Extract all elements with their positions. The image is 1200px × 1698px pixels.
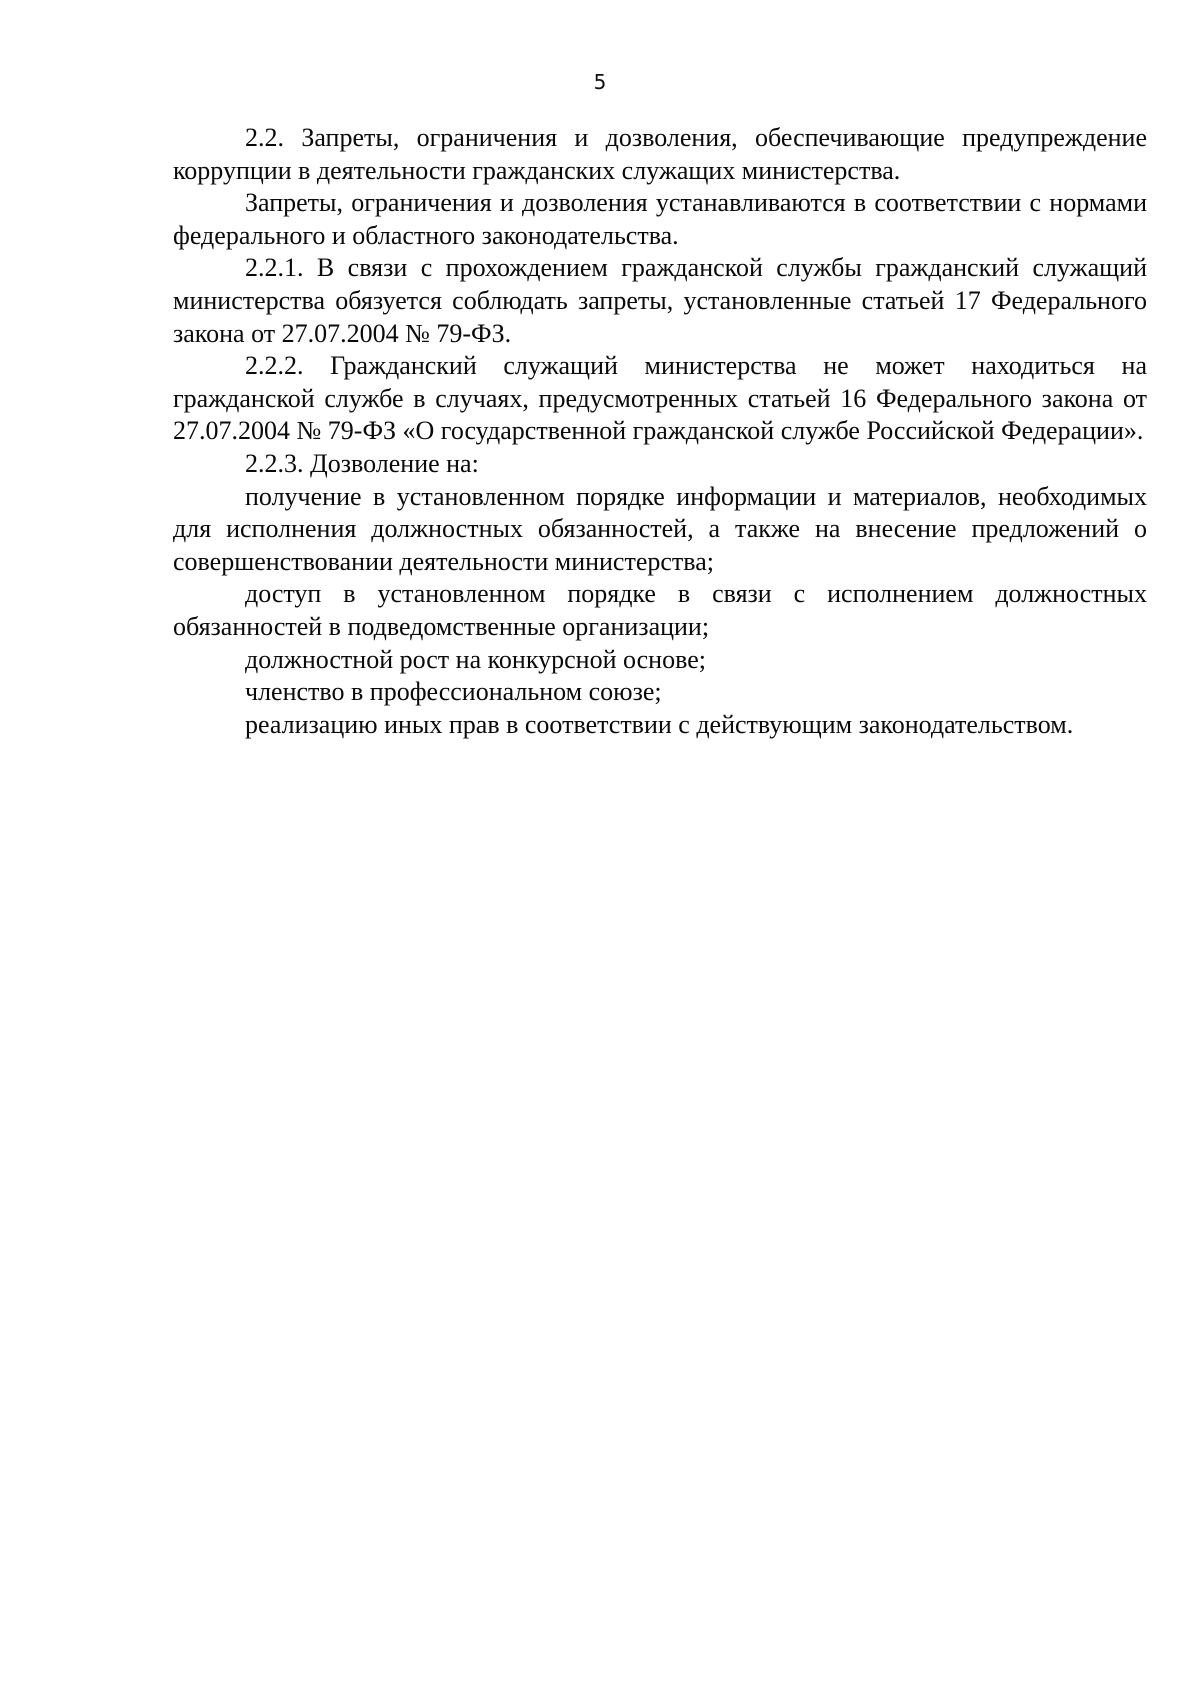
paragraph-2-2-3: 2.2.3. Дозволение на: (245, 448, 479, 478)
paragraph-permission-union: членство в профессиональном союзе; (245, 677, 662, 707)
paragraph-2-2-1: 2.2.1. В связи с прохождением гражданской службы гражданский служащий министерства обязуется соблюдать запреты, установленные статьей 17 Федерального закона от 27.07.2004 № 79-ФЗ. (173, 253, 1147, 348)
paragraph-2-2-2: 2.2.2. Гражданский служащий министерства не может находиться на гражданской службе в случаях, предусмотренных статьей 16 Федерального закона от 27.07.2004 № 79-ФЗ «О государственной гражданской службе Российской Федерации». (173, 351, 1147, 446)
page-number: 5 (593, 70, 607, 94)
paragraph-permission-career: должностной рост на конкурсной основе; (245, 644, 706, 674)
paragraph-2-2-heading: 2.2. Запреты, ограничения и дозволения, обеспечивающие предупреждение коррупции в деятельности гражданских служащих министерства. (173, 123, 1147, 185)
paragraph-permission-access: доступ в установленном порядке в связи с исполнением должностных обязанностей в подведомственные организации; (173, 579, 1147, 641)
document-body (173, 122, 1147, 741)
paragraph-permission-other-rights: реализацию иных прав в соответствии с действующим законодательством. (245, 709, 1074, 739)
paragraph-permission-information: получение в установленном порядке информации и материалов, необходимых для исполнения должностных обязанностей, а также на внесение предложений о совершенствовании деятельности министерства; (173, 481, 1147, 576)
paragraph-bans-intro: Запреты, ограничения и дозволения устанавливаются в соответствии с нормами федерального и областного законодательства. (173, 188, 1147, 250)
